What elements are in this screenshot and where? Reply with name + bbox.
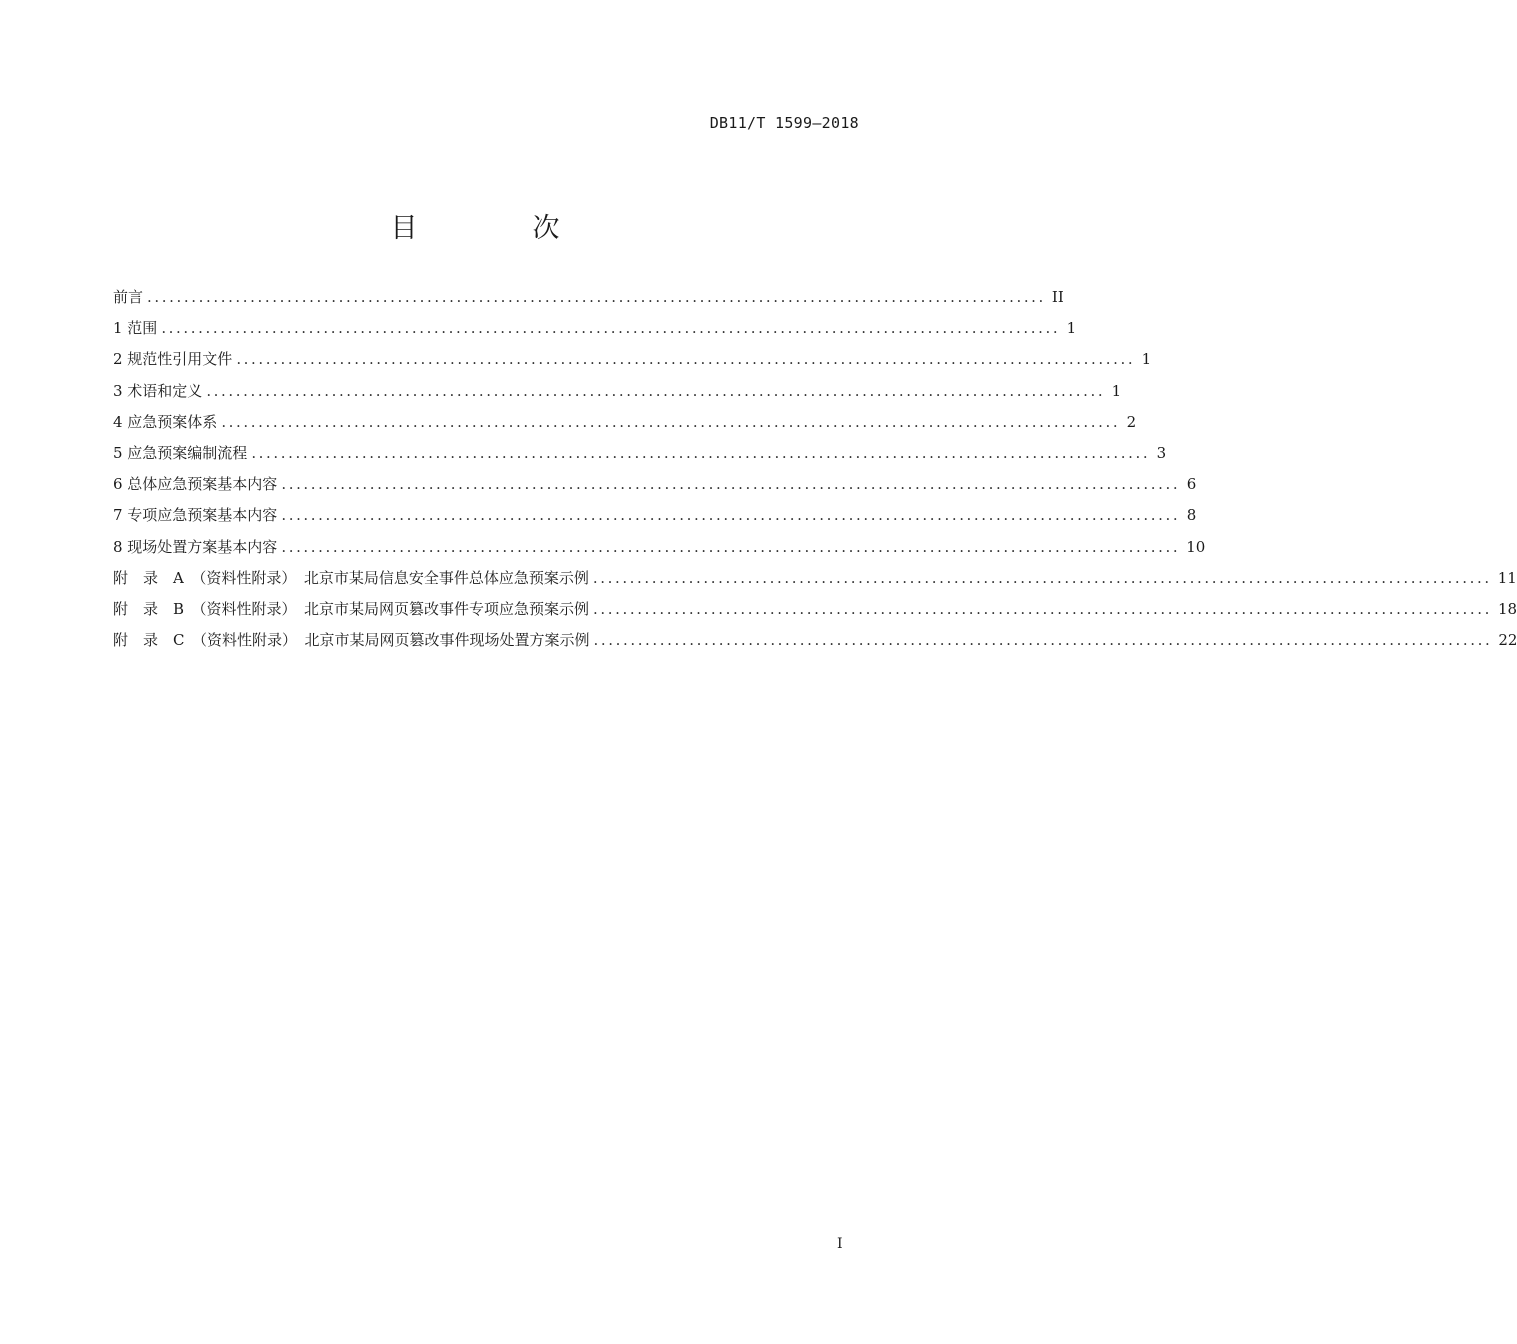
- doc-code: DB11/T 1599—2018: [709, 114, 859, 132]
- toc-entry-page: II: [1051, 288, 1064, 306]
- toc-entry-page: 11: [1497, 568, 1517, 587]
- toc-entry-page: 1: [1066, 319, 1077, 338]
- toc-entry-appendix-b[interactable]: [113, 598, 1517, 629]
- toc-leader-dots: ..........................................................................................................................: [161, 319, 1061, 338]
- toc-entry-label: 前言: [113, 288, 144, 306]
- toc-entry-page: 1: [1111, 381, 1122, 400]
- page-title: 目 次: [390, 213, 604, 244]
- toc-leader-dots: ..........................................................................................................................: [593, 631, 1493, 650]
- toc-entry-label: 4 应急预案体系: [113, 412, 218, 431]
- toc-leader-dots: ..........................................................................................................................: [251, 443, 1151, 462]
- toc-entry-page: 22: [1498, 631, 1517, 650]
- toc-entry-page: 1: [1141, 350, 1152, 369]
- toc-leader-dots: ..........................................................................................................................: [236, 350, 1136, 369]
- toc-entry-normative-references[interactable]: [113, 348, 1152, 379]
- toc-entry-overall-plan[interactable]: [113, 473, 1197, 504]
- toc-entry-appendix-a[interactable]: [113, 567, 1517, 598]
- toc-entry-page: 18: [1497, 599, 1517, 618]
- toc-entry-label: 1 范围: [113, 319, 158, 338]
- toc-entry-label: 附 录 B （资料性附录） 北京市某局网页篡改事件专项应急预案示例: [113, 599, 590, 618]
- toc-entry-page: 3: [1156, 443, 1167, 462]
- toc-leader-dots: ..........................................................................................................................: [281, 475, 1181, 494]
- toc-entry-label: 2 规范性引用文件: [113, 350, 233, 369]
- toc-entry-page: 6: [1186, 475, 1197, 494]
- toc-entry-page: 10: [1186, 537, 1206, 556]
- toc-entry-label: 附 录 C （资料性附录） 北京市某局网页篡改事件现场处置方案示例: [113, 631, 590, 650]
- toc-entry-label: 6 总体应急预案基本内容: [113, 475, 278, 494]
- toc-entry-special-plan[interactable]: [113, 504, 1197, 535]
- toc-leader-dots: ..........................................................................................................................: [221, 412, 1121, 431]
- toc-entry-page: 2: [1126, 412, 1137, 431]
- toc-entry-foreword[interactable]: [113, 286, 1064, 317]
- toc-entry-label: 附 录 A （资料性附录） 北京市某局信息安全事件总体应急预案示例: [113, 568, 589, 587]
- toc-entry-label: 5 应急预案编制流程: [113, 443, 248, 462]
- toc-leader-dots: ..........................................................................................................................: [281, 506, 1181, 525]
- toc-entry-onsite-plan[interactable]: [113, 536, 1206, 567]
- toc-leader-dots: ..........................................................................................................................: [206, 381, 1106, 400]
- toc-entry-plan-process[interactable]: [113, 442, 1167, 473]
- toc-leader-dots: ..........................................................................................................................: [281, 537, 1181, 556]
- toc-entry-plan-system[interactable]: [113, 411, 1137, 442]
- toc-entry-terms[interactable]: [113, 380, 1122, 411]
- toc-leader-dots: ..........................................................................................................................: [592, 568, 1492, 587]
- page-number: I: [837, 1236, 843, 1252]
- toc-entry-label: 8 现场处置方案基本内容: [113, 537, 278, 556]
- toc-entry-scope[interactable]: [113, 317, 1077, 348]
- toc-entry-label: 3 术语和定义: [113, 381, 203, 400]
- toc-entry-label: 7 专项应急预案基本内容: [113, 506, 278, 525]
- toc-leader-dots: ..........................................................................................................................: [147, 288, 1046, 306]
- table-of-contents: [113, 286, 1517, 660]
- toc-entry-appendix-c[interactable]: [113, 629, 1517, 660]
- toc-leader-dots: ..........................................................................................................................: [593, 599, 1492, 618]
- toc-entry-page: 8: [1186, 506, 1197, 525]
